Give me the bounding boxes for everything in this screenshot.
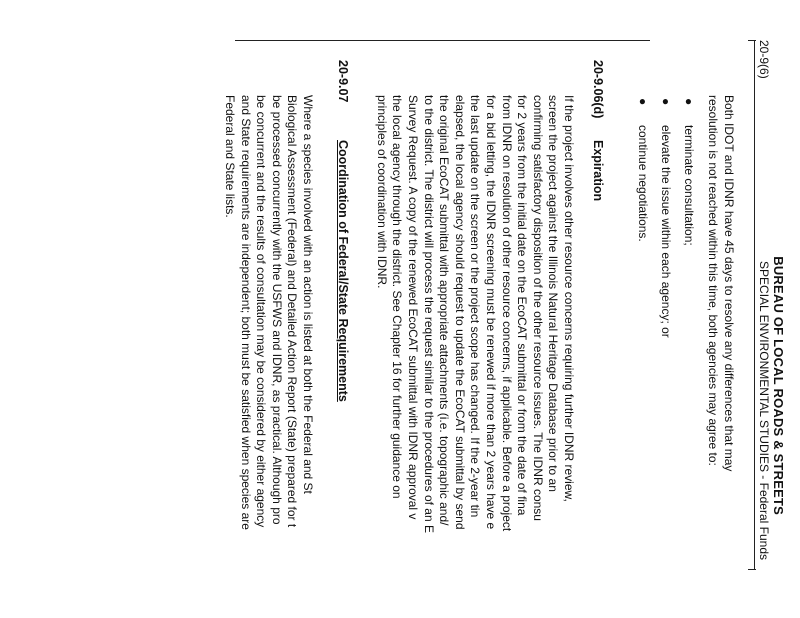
- text-line: to the district. The district will process the request similar to the procedures of an E: [421, 95, 436, 533]
- section-title: Coordination of Federal/State Requirements: [336, 140, 350, 402]
- list-item-text: elevate the issue within each agency; or: [659, 125, 673, 338]
- bullet-icon: ●: [682, 98, 696, 106]
- intro-paragraph: [705, 95, 736, 585]
- list-item-text: continue negotiations.: [636, 125, 650, 242]
- text-line: principles of coordination with IDNR.: [374, 95, 389, 289]
- text-line: the original EcoCAT submittal with appropriate attachments (i.e. topographic and/: [437, 95, 452, 526]
- text-line: resolution is not reached within this time, both agencies may agree to:: [706, 95, 721, 466]
- text-line: from IDNR on resolution of other resource concerns, if applicable. Before a project: [499, 95, 514, 532]
- bullet-icon: ●: [636, 98, 650, 106]
- text-line: the last update on the screen or the project scope has changed. If the 2-year tin: [468, 95, 483, 518]
- bullet-icon: ●: [659, 98, 673, 106]
- text-line: the local agency through the district. See Chapter 16 for further guidance on: [390, 95, 405, 499]
- expiration-paragraph: [373, 95, 576, 585]
- text-line: be concurrent and the results of consultation may be considered by either agency: [254, 95, 269, 528]
- text-line: Biological Assessment (Federal) and Detailed Action Report (State) prepared for t: [285, 95, 300, 528]
- section-code: 20-9(6): [757, 40, 771, 79]
- left-margin-bar-lower: [235, 40, 275, 41]
- text-line: Both IDOT and IDNR have 45 days to resolve any differences that may: [722, 95, 736, 472]
- section-number: 20-9.06(d): [591, 60, 605, 119]
- text-line: Survey Request. A copy of the renewed EcoCAT submittal with IDNR approval v: [406, 95, 421, 520]
- text-line: be processed concurrently with the USFWS and IDNR, as practical. Although pro: [269, 95, 284, 525]
- text-line: Federal and State lists.: [223, 95, 238, 218]
- text-line: If the project involves other resource concerns requiring further IDNR review,: [562, 95, 576, 502]
- text-line: for a bid letting, the IDNR screening must be renewed if more than 2 years have e: [484, 95, 499, 530]
- text-line: elapsed, the local agency should request to update the EcoCAT submittal by send: [452, 95, 467, 530]
- section-title: Expiration: [591, 140, 605, 202]
- text-line: for 2 years from the initial date on the EcoCAT submittal or from the date of fina: [515, 95, 530, 516]
- header-rule-left-tick: [748, 40, 756, 41]
- list-item: [650, 95, 673, 585]
- options-list: [627, 95, 696, 585]
- list-item: [627, 95, 650, 585]
- text-line: screen the project against the Illinois Natural Heritage Database prior to an: [546, 95, 561, 492]
- document-title: SPECIAL ENVIRONMENTAL STUDIES - Federal Funds: [757, 261, 771, 560]
- header-rule: [754, 40, 755, 569]
- bureau-heading: BUREAU OF LOCAL ROADS & STREETS: [771, 256, 786, 515]
- text-line: Where a species involved with an action is listed at both the Federal and St: [301, 95, 315, 494]
- header-rule-right-tick: [748, 569, 756, 570]
- left-margin-bar: [270, 40, 650, 41]
- list-item: [673, 95, 696, 585]
- list-item-text: terminate consultation;: [682, 125, 696, 246]
- coordination-paragraph: [221, 95, 315, 585]
- text-line: and State requirements are independent; both must be satisfied when species are: [238, 95, 253, 530]
- text-line: confirming satisfactory disposition of the other resource issues. The IDNR consu: [530, 95, 545, 521]
- section-number: 20-9.07: [336, 60, 350, 103]
